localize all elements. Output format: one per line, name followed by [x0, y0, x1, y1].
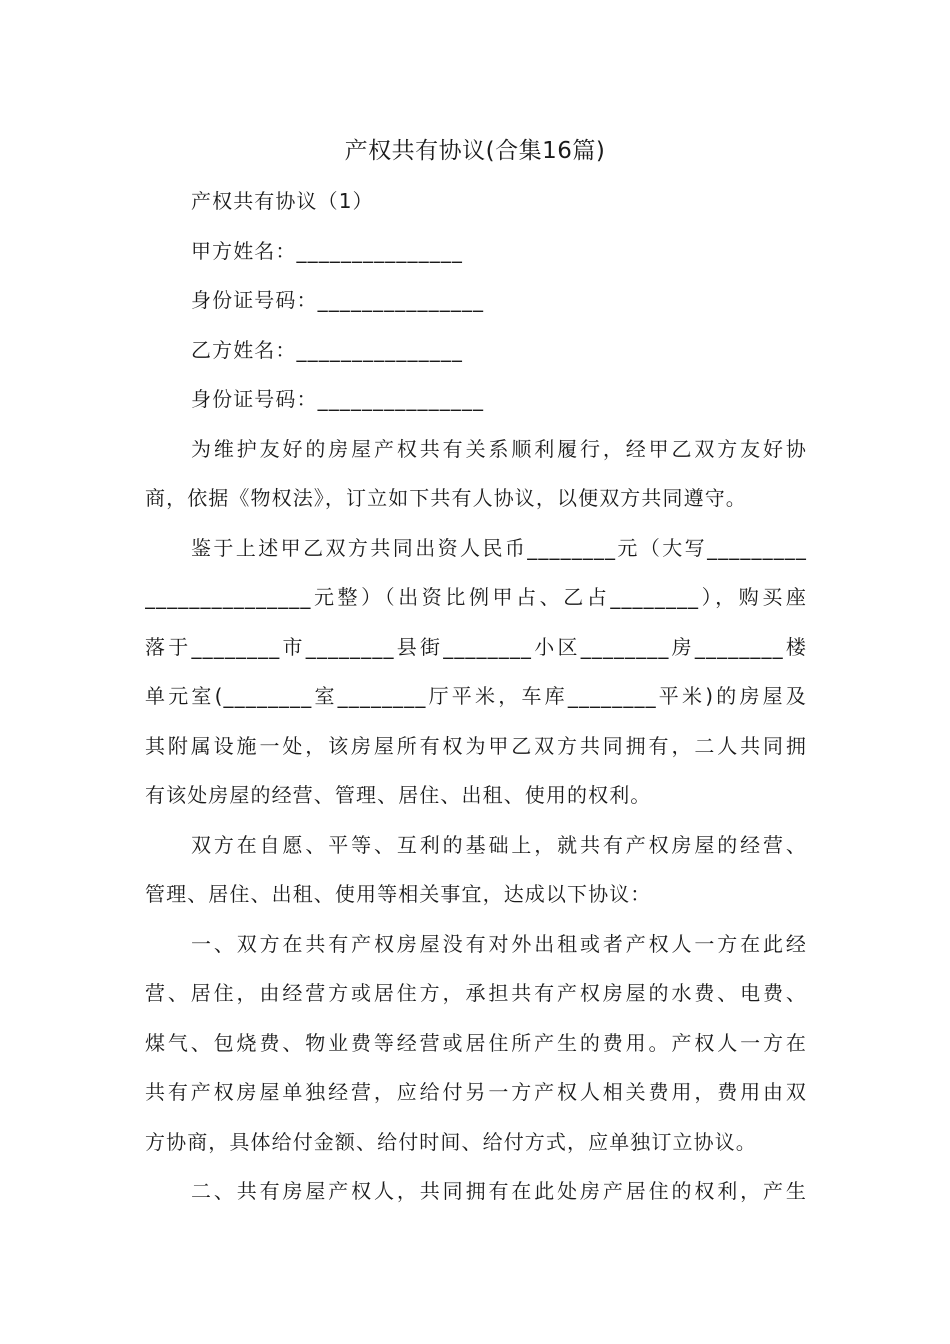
- paragraph-line: 商，依据《物权法》，订立如下共有人协议，以便双方共同遵守。: [145, 486, 747, 510]
- document-title: 产权共有协议(合集16篇): [344, 138, 606, 164]
- party-b-name-line: 乙方姓名：_______________: [191, 337, 463, 362]
- paragraph-line: 一、双方在共有产权房屋没有对外出租或者产权人一方在此经: [191, 931, 807, 956]
- paragraph-line: 双方在自愿、平等、互利的基础上，就共有产权房屋的经营、: [191, 832, 807, 857]
- paragraph-line: 其附属设施一处，该房屋所有权为甲乙双方共同拥有，二人共同拥: [145, 733, 807, 758]
- paragraph-line: 为维护友好的房屋产权共有关系顺利履行，经甲乙双方友好协: [191, 436, 807, 461]
- paragraph-line: _______________元整）（出资比例甲占、乙占________），购买座: [145, 585, 807, 609]
- paragraph-line: 方协商，具体给付金额、给付时间、给付方式，应单独订立协议。: [145, 1129, 757, 1154]
- document-body: [145, 178, 807, 1218]
- party-a-name-line: 甲方姓名：_______________: [191, 238, 463, 263]
- paragraph-line: 单元室(________室________厅平米，车库________平米)的房屋及: [145, 684, 807, 708]
- party-a-id-line: 身份证号码：_______________: [191, 288, 485, 312]
- paragraph-line: 共有产权房屋单独经营，应给付另一方产权人相关费用，费用由双: [145, 1080, 807, 1104]
- party-b-id-line: 身份证号码：_______________: [191, 387, 485, 411]
- paragraph-line: 落于________市________县街________小区________房________楼: [145, 634, 807, 659]
- paragraph-line: 二、共有房屋产权人，共同拥有在此处房产居住的权利，产生: [191, 1179, 807, 1203]
- paragraph-line: 有该处房屋的经营、管理、居住、出租、使用的权利。: [145, 783, 652, 807]
- paragraph-line: 煤气、包烧费、物业费等经营或居住所产生的费用。产权人一方在: [145, 1030, 807, 1055]
- paragraph-line: 营、居住，由经营方或居住方，承担共有产权房屋的水费、电费、: [145, 981, 807, 1005]
- paragraph-line: 鉴于上述甲乙双方共同出资人民币________元（大写_________: [191, 535, 807, 560]
- paragraph-line: 管理、居住、出租、使用等相关事宜，达成以下协议：: [145, 882, 652, 906]
- section-heading: 产权共有协议（1）: [191, 189, 374, 213]
